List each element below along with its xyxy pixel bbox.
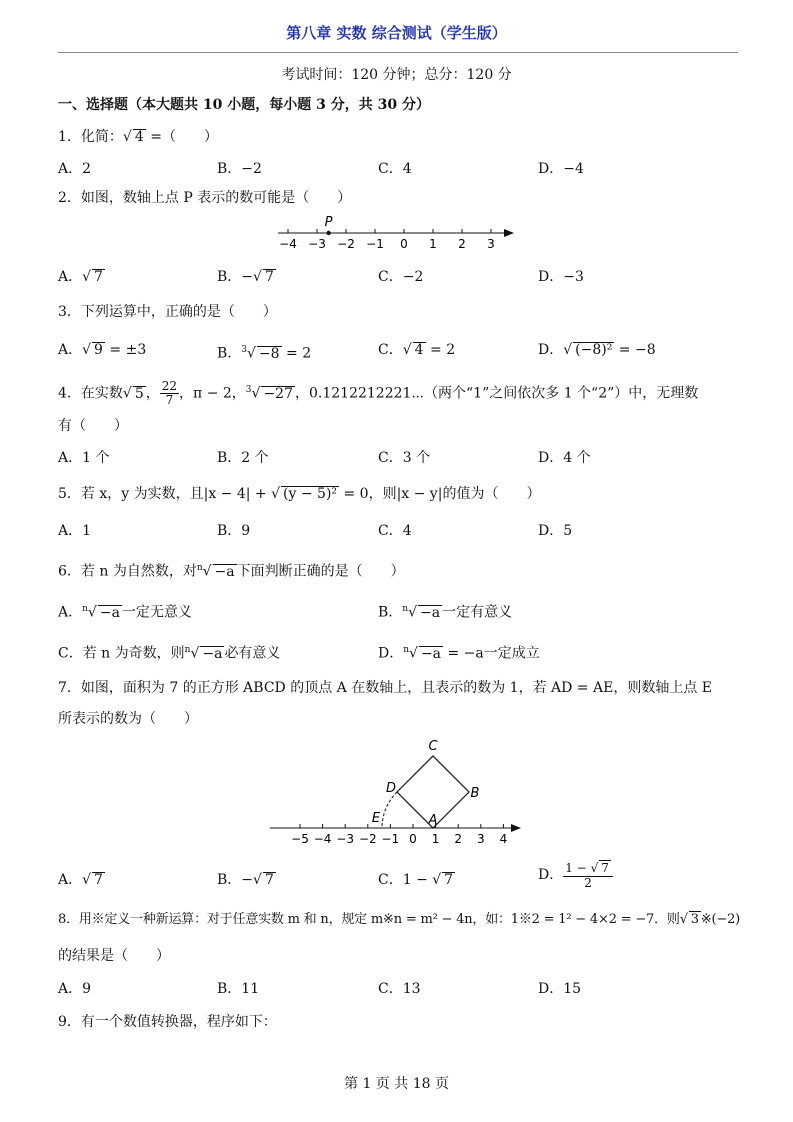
q7-tick-label: 0 xyxy=(409,832,417,846)
q1-option-a: A．2 xyxy=(58,161,92,177)
q7-tick-label: −2 xyxy=(358,832,377,846)
q3-option-a: A．√ 9 = ±3 xyxy=(58,342,147,358)
q6-option-b: B．$^n$√ −a 一定有意义 xyxy=(378,604,513,621)
document-title: 第八章 实数 综合测试（学生版） xyxy=(286,24,507,42)
q2-tick-label: 2 xyxy=(458,237,466,251)
q2-axis-arrow xyxy=(504,229,514,237)
q2-tick-label: −3 xyxy=(308,237,326,251)
q7-tick-label: 1 xyxy=(431,832,440,846)
q1-option-d: D．−4 xyxy=(538,161,584,177)
q2-tick-label: 1 xyxy=(429,237,437,251)
q8-option-d: D．15 xyxy=(538,981,582,997)
q2-number-line xyxy=(272,212,522,254)
q8-option-b: B．11 xyxy=(217,981,260,997)
q5-option-d: D．5 xyxy=(538,523,573,539)
q2-tick-label: −2 xyxy=(337,237,355,251)
q2-option-b: B．−√ 7 xyxy=(217,269,274,285)
q7-tick-label: 2 xyxy=(454,832,463,846)
q2-tick-label: −4 xyxy=(279,237,297,251)
q7-option-b: B．−√ 7 xyxy=(217,872,274,888)
question-1-stem xyxy=(58,128,218,146)
question-2-stem: 2．如图，数轴上点 P 表示的数可能是（ ） xyxy=(58,190,352,206)
q7-figure xyxy=(266,734,528,854)
q7-arc-de xyxy=(382,792,397,828)
question-3-stem: 3．下列运算中，正确的是（ ） xyxy=(58,304,277,320)
q4-fraction: $\frac{22}{7}$ xyxy=(161,379,178,407)
q4-option-b: B．2 个 xyxy=(217,450,269,466)
q7-option-a: A．√ 7 xyxy=(58,872,103,888)
q7-label-a: A xyxy=(428,813,438,828)
q7-tick-label: 3 xyxy=(476,832,485,846)
question-6-stem: 6．若 n 为自然数，对$^n$√ −a 下面判断正确的是（ ） xyxy=(58,563,405,580)
question-5-stem: 5．若 x，y 为实数，且|x − 4| + √ (y − 5)² = 0，则|x − y|的值为（ ） xyxy=(58,486,541,502)
q2-point-p xyxy=(326,231,330,235)
q1-option-c: C．4 xyxy=(378,161,412,177)
question-4-stem: 4．在实数√ 5 ， $\frac{22}{7}$ ，π − 2，$^3$√ −27 ，0.1212212221⋯（两个“1”之间依次多 1 个“2”）中，无理数 xyxy=(58,379,699,407)
q7-label-e: E xyxy=(371,811,381,826)
q8-option-c: C．13 xyxy=(378,981,421,997)
q7-tick-label: 4 xyxy=(499,832,508,846)
q7-tick-label: −4 xyxy=(313,832,332,846)
q6-option-d: D．$^n$√ −a = −a一定成立 xyxy=(378,645,540,662)
question-7-stem-cont: 所表示的数为（ ） xyxy=(58,711,198,727)
q7-tick-label: −5 xyxy=(291,832,309,846)
question-8-stem: 8．用※定义一种新运算：对于任意实数 m 和 n，规定 m※n = m² − 4n，如：1※2 = 1² − 4×2 = −7．则√ 3 ※(−2) xyxy=(58,912,741,927)
q2-option-d: D．−3 xyxy=(538,269,584,285)
q4-option-d: D．4 个 xyxy=(538,450,591,466)
q1-root: √ 4 xyxy=(122,129,144,145)
q4-option-a: A．1 个 xyxy=(58,450,110,466)
q7-option-c: C．1 − √ 7 xyxy=(378,872,454,888)
q1-stem-pre: 1．化简： xyxy=(58,129,123,145)
question-8-stem-cont: 的结果是（ ） xyxy=(58,948,170,964)
q2-tick-label: 3 xyxy=(487,237,495,251)
q7-label-c: C xyxy=(428,739,438,754)
q4-option-c: C．3 个 xyxy=(378,450,431,466)
page-footer: 第 1 页 共 18 页 xyxy=(344,1076,449,1092)
q1-stem-post: =（ ） xyxy=(145,129,218,145)
q6-option-c: C．若 n 为奇数，则$^n$√ −a 必有意义 xyxy=(58,645,281,662)
q3-option-c: C．√ 4 = 2 xyxy=(378,342,456,358)
question-4-stem-cont: 有（ ） xyxy=(58,418,128,434)
q7-tick-label: −1 xyxy=(381,832,400,846)
q2-option-c: C．−2 xyxy=(378,269,424,285)
q7-label-d: D xyxy=(385,781,397,796)
q5-option-b: B．9 xyxy=(217,523,251,539)
q2-tick-label: −1 xyxy=(366,237,384,251)
question-7-stem: 7．如图，面积为 7 的正方形 ABCD 的顶点 A 在数轴上，且表示的数为 1，若 AD = AE，则数轴上点 E xyxy=(58,680,712,696)
section-title: 一、选择题（本大题共 10 小题，每小题 3 分，共 30 分） xyxy=(58,97,430,113)
exam-info: 考试时间：120 分钟；总分：120 分 xyxy=(281,67,512,83)
q7-label-b: B xyxy=(470,786,480,801)
q3-option-b: B．$^3$√ −8 = 2 xyxy=(217,345,312,362)
q8-option-a: A．9 xyxy=(58,981,92,997)
q7-tick-label: −3 xyxy=(336,832,355,846)
q2-tick-label: 0 xyxy=(400,237,408,251)
q3-option-d: D．√ (−8)² = −8 xyxy=(538,342,656,358)
q2-option-a: A．√ 7 xyxy=(58,269,103,285)
q1-option-b: B．−2 xyxy=(217,161,262,177)
q7-option-d: D． $\frac{1 - √ 7}{2}$ xyxy=(538,860,613,890)
q5-option-c: C．4 xyxy=(378,523,412,539)
q2-point-label: P xyxy=(324,215,333,230)
q7-axis-arrow xyxy=(511,824,521,832)
header-divider xyxy=(58,52,738,53)
question-9-stem: 9．有一个数值转换器，程序如下： xyxy=(58,1014,277,1030)
q6-option-a: A．$^n$√ −a 一定无意义 xyxy=(58,604,192,621)
q5-option-a: A．1 xyxy=(58,523,92,539)
